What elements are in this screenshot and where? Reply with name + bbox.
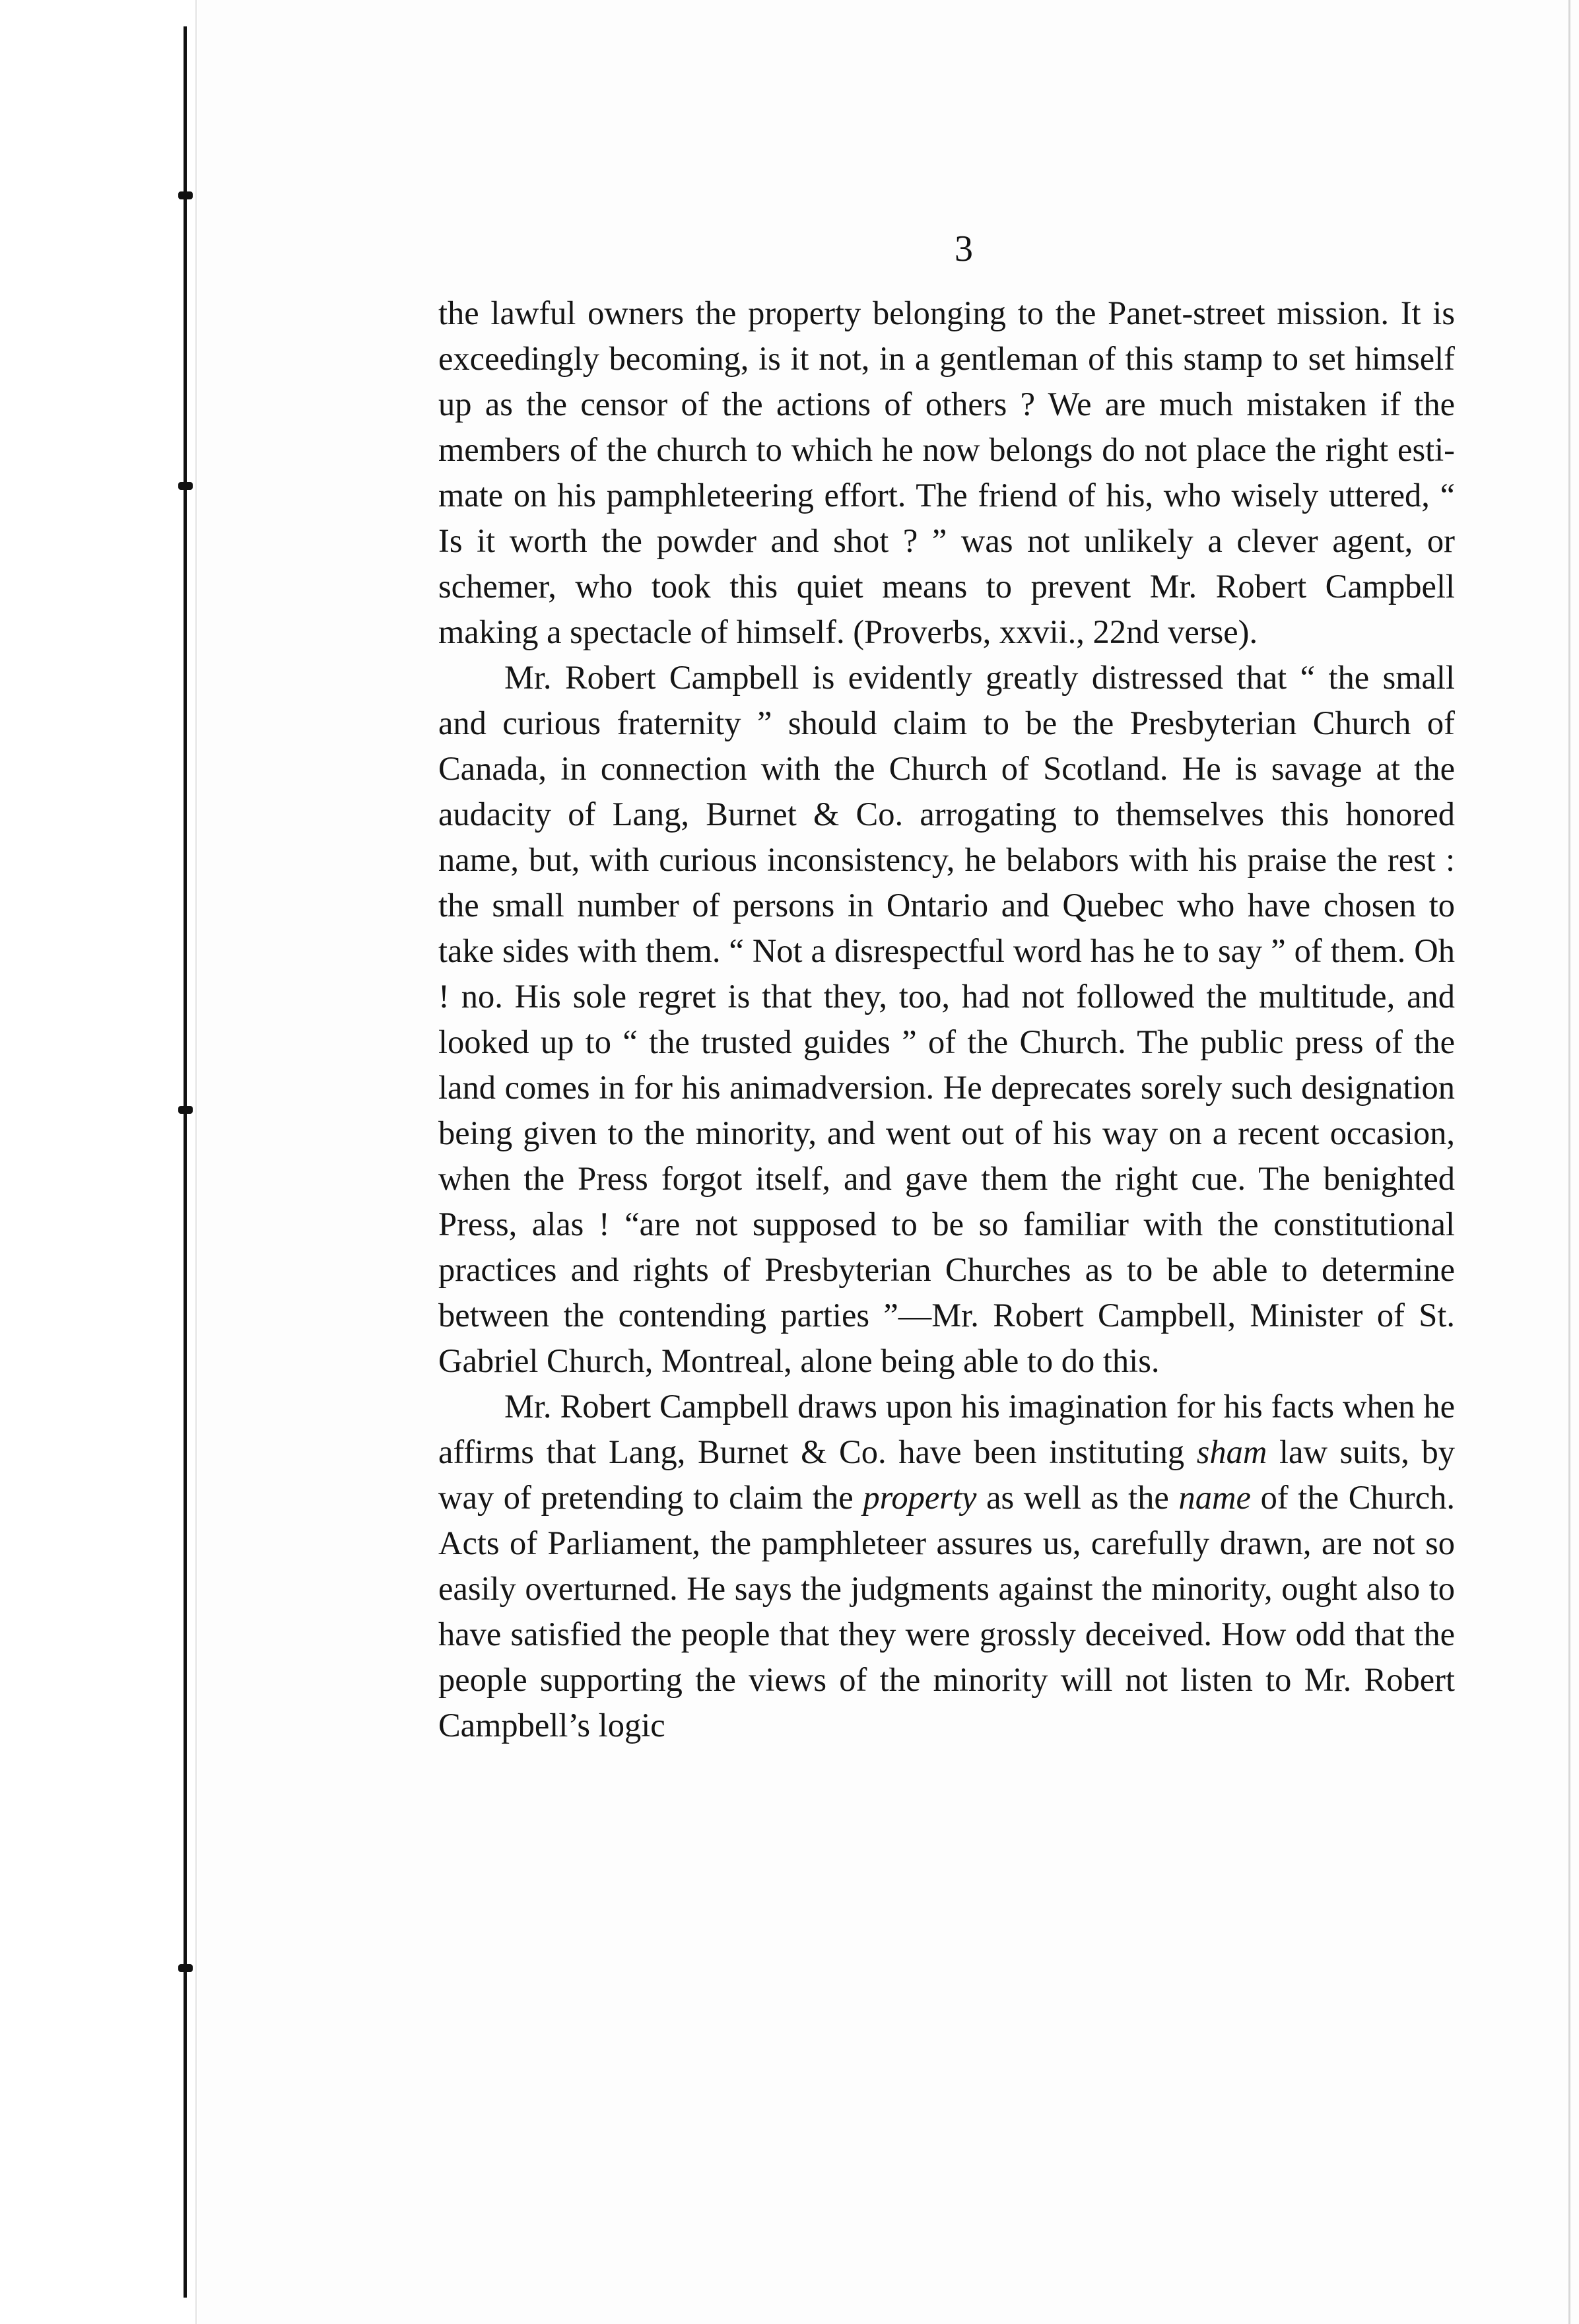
- binding-stitch: [178, 1964, 193, 1972]
- paragraph-text: as well as the: [976, 1479, 1179, 1516]
- binding-line: [184, 26, 187, 2298]
- paragraph-text: of the Church. Acts of Parliament, the pamphleteer assures us, carefully drawn, are not so easily overturned. He says the judgments against the minority, ought also to have satisfied the people that they were grossly deceived. How odd that the people supporting the views of the minority will not listen to Mr. Robert Campbell’s logic: [438, 1479, 1455, 1744]
- paragraph: [438, 1384, 1455, 1748]
- paragraph: [438, 655, 1455, 1384]
- binding-stitch: [178, 191, 193, 199]
- binding-edge: [195, 0, 197, 2324]
- binding-stitch: [178, 1106, 193, 1114]
- binding-stitch: [178, 482, 193, 490]
- paragraph-text: Mr. Robert Campbell draws upon his imagination for his facts when he affirms that Lang, Burnet & Co. have been instituting: [438, 1388, 1455, 1470]
- paragraph-text: the lawful owners the property belonging to the Panet-street mission. It is exceedingly becoming, is it not, in a gentleman of this stamp to set himself up as the censor of the actions of others ? We are much mistaken if the members of the church to which he now belongs do not place the right estimate on his pamphleteering effort. The friend of his, who wisely uttered, “ Is it worth the powder and shot ? ” was not unlikely a clever agent, or schemer, who took this quiet means to prevent Mr. Robert Campbell making a spectacle of himself. (Proverbs, xxvii., 22nd verse).: [438, 294, 1455, 650]
- page-number: 3: [955, 228, 973, 269]
- italic-text: name: [1178, 1479, 1251, 1516]
- italic-text: sham: [1196, 1433, 1267, 1470]
- italic-text: property: [863, 1479, 977, 1516]
- binding-strip: [0, 0, 198, 2324]
- paragraph-text: Mr. Robert Campbell is evidently greatly distressed that “ the small and curious fraternity ” should claim to be the Presbyterian Church of Canada, in connection with the Church of Scotland. He is savage at the audacity of Lang, Burnet & Co. arrogating to themselves this honored name, but, with curious inconsistency, he belabors with his praise the rest : the small number of persons in Ontario and Quebec who have chosen to take sides with them. “ Not a disrespectful word has he to say ” of them. Oh ! no. His sole regret is that they, too, had not followed the multitude, and looked up to “ the trusted guides ” of the Church. The public press of the land comes in for his animadversion. He deprecates sorely such designation being given to the minority, and went out of his way on a recent occasion, when the Press forgot itself, and gave them the right cue. The benighted Press, alas ! “are not supposed to be so familiar with the constitutional practices and rights of Presbyterian Churches as to be able to determine between the contending parties ”—Mr. Robert Campbell, Minister of St. Gabriel Church, Montreal, alone being able to do this.: [438, 659, 1455, 1379]
- paragraph: [438, 290, 1455, 655]
- body-text: [438, 290, 1455, 1748]
- page-right-edge: [1568, 0, 1570, 2324]
- paragraph-text: law suits, by way of pretending to claim the: [438, 1433, 1455, 1516]
